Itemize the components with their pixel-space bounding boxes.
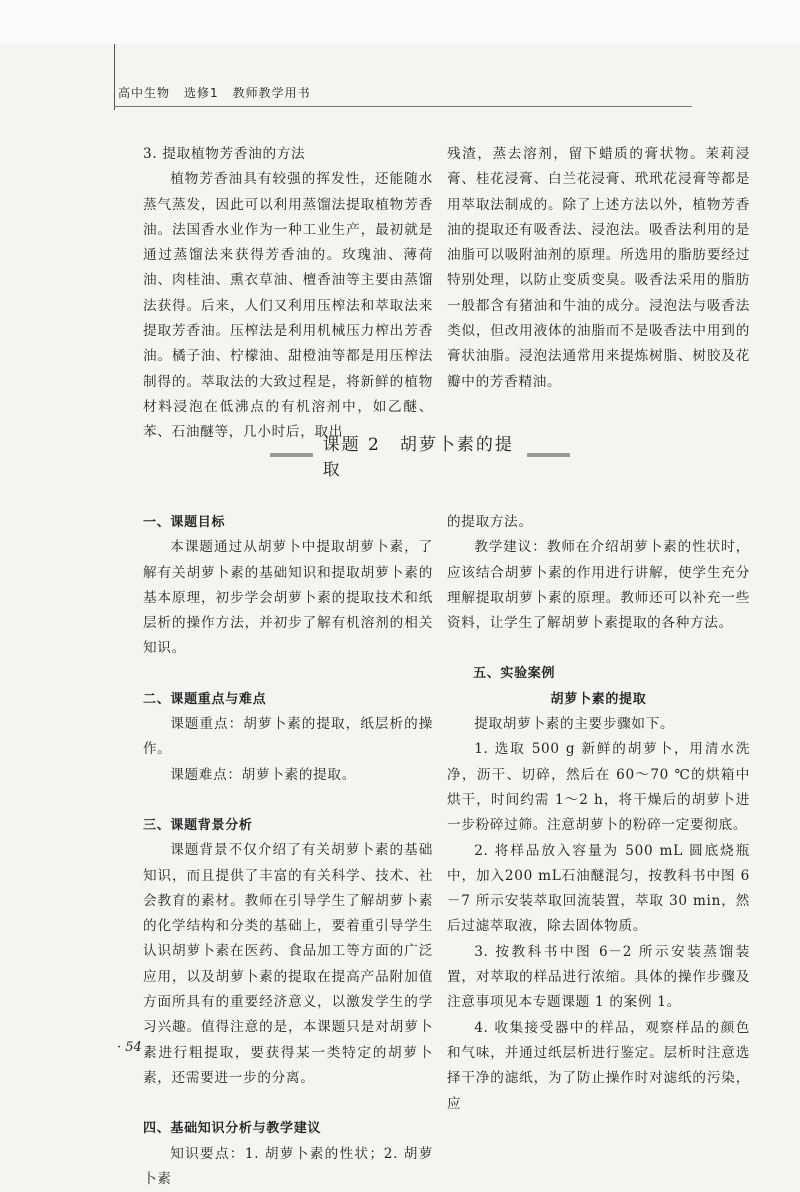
section-heading: 五、实验案例 [473,666,556,682]
paragraph: 课题背景不仅介绍了有关胡萝卜素的基础知识，而且提供了丰富的有关科学、技术、社会教育的素材。教师在引导学生了解胡萝卜素的化学结构和分类的基础上，要着重引导学生认识胡萝卜素在医药、食品加工等方面的广泛应用，以及胡萝卜素的提取在提高产品附加值方面所具有的重要经济意义，以激发学生的学习兴趣。值得注意的是，本课题只是对胡萝卜素进行粗提取，要获得某一类特定的胡萝卜素，还需要进一步的分离。 [143,842,433,1086]
page-number: · 54 · [117,1040,151,1055]
bottom-left-column [143,510,433,1192]
section-heading: 一、课题目标 [143,515,226,530]
bottom-right-column [447,510,750,1117]
top-right-column [447,142,750,395]
topic-title: 课题 2 胡萝卜素的提取 [322,435,514,480]
case-title: 胡萝卜素的提取 [550,691,647,707]
paragraph: 提取胡萝卜素的主要步骤如下。 [474,716,675,733]
topic-title-banner [270,435,570,480]
header-vertical-rule [114,44,115,110]
paragraph: 课题难点：胡萝卜素的提取。 [170,766,357,783]
paragraph: 知识要点：1. 胡萝卜素的性状；2. 胡萝卜素 [143,1145,433,1187]
paragraph: 植物芳香油具有较强的挥发性，还能随水蒸气蒸发，因此可以利用蒸馏法提取植物芳香油。法国香水业作为一种工业生产，最初就是通过蒸馏法来获得芳香油的。玫瑰油、薄荷油、肉桂油、熏衣草油、檀香油等主要由蒸馏法获得。后来，人们又利用压榨法和萃取法来提取芳香油。压榨法是利用机械压力榨出芳香油。橘子油、柠檬油、甜橙油等都是用压榨法制得的。萃取法的大致过程是，将新鲜的植物材料浸泡在低沸点的有机溶剂中，如乙醚、苯、石油醚等，几小时后，取出 [143,171,433,441]
title-bar-right [527,453,570,457]
paragraph: 残渣，蒸去溶剂，留下蜡质的膏状物。茉莉浸膏、桂花浸膏、白兰花浸膏、玳玳花浸膏等都是用萃取法制成的。除了上述方法以外，植物芳香油的提取还有吸香法、浸泡法。吸香法利用的是油脂可以吸附油剂的原理。所选用的脂肪要经过特别处理，以防止变质变臭。吸香法采用的脂肪一般都含有猪油和牛油的成分。浸泡法与吸香法类似，但改用液体的油脂而不是吸香法中用到的膏状油脂。浸泡法通常用来提炼树脂、树胶及花瓣中的芳香精油。 [447,146,750,390]
section-heading: 四、基础知识分析与教学建议 [143,1121,322,1137]
step-2: 2. 将样品放入容量为 500 mL 圆底烧瓶中，加入200 mL石油醚混匀，按教科书中图 6－7 所示安装萃取回流装置，萃取 30 min，然后过滤萃取液，除去固体物质。 [447,842,750,935]
header-type: 教师教学用书 [232,86,311,100]
step-4: 4. 收集接受器中的样品，观察样品的颜色和气味，并通过纸层析进行鉴定。层析时注意选择干净的滤纸，为了防止操作时对滤纸的污染，应 [447,1019,750,1112]
header-rule [114,106,692,107]
paragraph: 课题重点：胡萝卜素的提取，纸层析的操作。 [143,716,433,758]
section-heading: 二、课题重点与难点 [143,691,267,707]
paragraph: 的提取方法。 [447,514,533,530]
step-3: 3. 按教科书中图 6－2 所示安装蒸馏装置，对萃取的样品进行浓缩。具体的操作步骤及注意事项见本专题课题 1 的案例 1。 [447,943,750,1011]
running-header [118,84,325,101]
title-bar-left [270,453,313,457]
top-margin [0,0,800,44]
header-module: 选修1 [184,86,219,100]
step-1: 1. 选取 500 g 新鲜的胡萝卜，用清水洗净，沥干、切碎，然后在 60～70 ℃的烘箱中烘干，时间约需 1～2 h，将干燥后的胡萝卜进一步粉碎过筛。注意胡萝卜的粉碎一定要彻底。 [447,741,750,834]
top-left-column [143,142,433,446]
paragraph: 教学建议：教师在介绍胡萝卜素的性状时，应该结合胡萝卜素的作用进行讲解，使学生充分理解提取胡萝卜素的原理。教师还可以补充一些资料，让学生了解胡萝卜素提取的各种方法。 [447,539,750,632]
paragraph: 本课题通过从胡萝卜中提取胡萝卜素，了解有关胡萝卜素的基础知识和提取胡萝卜素的基本原理，初步学会胡萝卜素的提取技术和纸层析的操作方法，并初步了解有机溶剂的相关知识。 [143,539,433,657]
section-heading: 三、课题背景分析 [143,817,253,833]
header-book: 高中生物 [118,86,171,100]
section-heading: 3. 提取植物芳香油的方法 [143,146,306,162]
